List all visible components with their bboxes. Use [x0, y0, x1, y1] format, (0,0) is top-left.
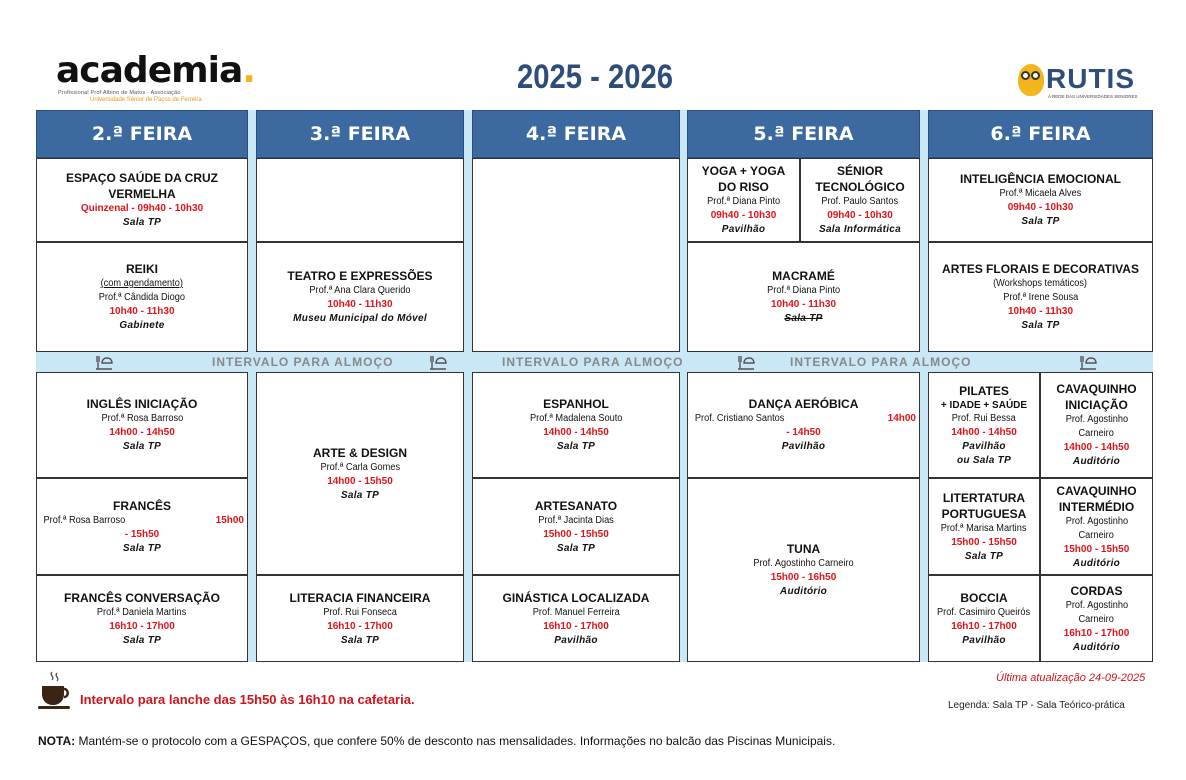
class-room: Sala TP	[1021, 216, 1060, 227]
class-cell	[928, 158, 1153, 242]
class-room: Sala TP	[340, 634, 380, 646]
class-teacher: Prof.ª Rosa Barroso	[101, 413, 183, 424]
class-title: DANÇA AERÓBICA	[748, 397, 859, 411]
page-title-year: 2025 - 2026	[516, 58, 674, 96]
class-cell	[1040, 478, 1153, 575]
empty-cell	[256, 158, 464, 242]
class-room: Sala TP	[784, 313, 823, 324]
class-cell	[687, 158, 800, 242]
class-time: 10h40 - 11h30	[770, 299, 837, 310]
class-cell	[928, 242, 1153, 352]
legend: Legenda: Sala TP - Sala Teórico-prática	[948, 700, 1125, 711]
class-time: 14h00 - 14h50	[951, 426, 1017, 438]
class-room: Pavilhão	[962, 634, 1006, 646]
lunch-icon	[736, 354, 756, 370]
academia-logo-word: academia.	[56, 50, 255, 91]
class-title: BOCCIA	[960, 590, 1008, 605]
class-teacher-line2: Carneiro	[1078, 428, 1115, 439]
footer-note	[38, 734, 835, 748]
class-time-end: - 15h50	[124, 528, 160, 540]
class-time: 15h00 - 15h50	[1063, 543, 1130, 555]
class-note: (com agendamento)	[100, 278, 184, 289]
class-room: Pavilhão	[721, 224, 766, 235]
class-title: FRANCÊS	[112, 498, 171, 513]
class-title-line2: INICIAÇÃO	[1065, 398, 1128, 412]
class-time-end: - 14h50	[786, 427, 821, 438]
class-title: INGLÊS INICIAÇÃO	[86, 397, 198, 411]
class-time: 16h10 - 17h00	[543, 620, 609, 632]
day-header-tuesday: 3.ª FEIRA	[256, 110, 464, 158]
class-cell	[800, 158, 920, 242]
class-teacher: Prof. Rui Bessa	[952, 412, 1016, 424]
class-cell	[928, 478, 1040, 575]
class-teacher: Prof. Agostinho	[1065, 599, 1128, 611]
class-teacher: Prof.ª Diana Pinto	[707, 196, 780, 207]
class-room: Pavilhão	[962, 440, 1006, 452]
class-cell	[36, 478, 248, 575]
class-time: 15h00 - 15h50	[951, 536, 1017, 548]
day-header-friday: 6.ª FEIRA	[928, 110, 1153, 158]
class-title: INTELIGÊNCIA EMOCIONAL	[960, 172, 1121, 186]
snack-break-note: Intervalo para lanche das 15h50 às 16h10 na cafetaria.	[80, 692, 415, 707]
class-room: Auditório	[1072, 641, 1121, 653]
class-time: 16h10 - 17h00	[327, 620, 393, 632]
class-time: 14h00 - 15h50	[327, 475, 393, 487]
class-cell	[928, 575, 1040, 662]
class-time: 09h40 - 10h30	[1007, 202, 1074, 213]
class-room: Sala TP	[1021, 320, 1060, 331]
lunch-icon	[428, 354, 448, 370]
class-title: CAVAQUINHO	[1056, 382, 1137, 396]
class-room: Pavilhão	[554, 634, 598, 646]
class-cell	[687, 478, 920, 662]
class-cell	[256, 242, 464, 352]
class-title-line2: INTERMÉDIO	[1058, 499, 1135, 514]
schedule-grid	[36, 110, 1153, 662]
class-title: SÉNIOR	[836, 164, 883, 178]
rutis-logo	[1016, 64, 1146, 102]
class-teacher-line2: Carneiro	[1078, 613, 1115, 625]
class-time: 09h40 - 10h30	[710, 210, 777, 221]
class-teacher: Prof.ª Rosa Barroso	[43, 514, 126, 526]
class-time: 15h00 - 15h50	[543, 528, 609, 540]
class-teacher: Prof. Agostinho	[1065, 515, 1128, 527]
class-teacher: Prof.ª Micaela Alves	[999, 188, 1082, 199]
class-teacher: Prof.ª Irene Sousa	[1002, 292, 1079, 303]
academia-logo	[56, 52, 256, 102]
class-room: Museu Municipal do Móvel	[293, 313, 427, 324]
class-title: LITERTATURA	[942, 490, 1026, 505]
academia-logo-line1: Profissional Prof Albino de Matos - Associação	[58, 90, 181, 96]
class-title: ARTESANATO	[534, 498, 618, 513]
class-cell	[36, 575, 248, 662]
class-teacher: Prof. Casimiro Queirós	[937, 606, 1031, 618]
class-title: TEATRO E EXPRESSÕES	[287, 269, 433, 283]
rutis-logo-tagline: A REDE DAS UNIVERSIDADES SENIORES	[1048, 94, 1138, 99]
class-title: LITERACIA FINANCEIRA	[289, 590, 431, 605]
class-cell	[687, 242, 920, 352]
class-room-alt: ou Sala TP	[956, 454, 1012, 466]
class-room: Auditório	[1072, 456, 1121, 467]
class-time: 10h40 - 11h30	[327, 299, 393, 310]
class-cell	[472, 478, 680, 575]
class-title-line2: PORTUGUESA	[941, 506, 1027, 521]
class-time: 14h00 - 14h50	[1063, 442, 1130, 453]
lunch-break-label: INTERVALO PARA ALMOÇO	[502, 355, 684, 369]
day-header-thursday: 5.ª FEIRA	[687, 110, 920, 158]
last-update: Última atualização 24-09-2025	[996, 672, 1146, 684]
class-teacher-row	[40, 514, 244, 528]
class-teacher: Prof.ª Diana Pinto	[767, 285, 840, 296]
class-time-start: 15h00	[215, 514, 244, 526]
class-cell	[928, 372, 1040, 478]
class-title: PILATES	[959, 383, 1009, 398]
class-room: Sala TP	[556, 441, 596, 452]
class-teacher: Prof. Agostinho Carneiro	[753, 558, 854, 569]
class-cell	[256, 575, 464, 662]
lunch-break-label: INTERVALO PARA ALMOÇO	[790, 355, 972, 369]
class-time: 16h10 - 17h00	[1063, 627, 1130, 639]
class-teacher: Prof.ª Jacinta Dias	[538, 514, 614, 526]
class-teacher: Prof. Manuel Ferreira	[532, 606, 620, 618]
class-cell	[1040, 575, 1153, 662]
note-text: Mantém-se o protocolo com a GESPAÇOS, que confere 50% de desconto nas mensalidades. Informações no balcão das Piscinas Municipais.	[75, 734, 836, 748]
class-teacher: Prof. Agostinho	[1065, 414, 1128, 425]
class-room: Auditório	[1072, 557, 1121, 569]
class-room: Sala TP	[122, 217, 162, 228]
class-room: Sala TP	[122, 441, 162, 452]
class-room: Sala Informática	[818, 224, 902, 235]
rutis-logo-word: RUTIS	[1046, 63, 1135, 94]
class-title: ARTE & DESIGN	[312, 445, 407, 460]
class-time-start: 14h00	[887, 413, 916, 424]
class-time: 16h10 - 17h00	[109, 620, 175, 632]
class-cell	[472, 575, 680, 662]
class-cell	[256, 372, 464, 575]
class-room: Sala TP	[556, 542, 596, 554]
class-title: CAVAQUINHO	[1056, 483, 1137, 498]
class-room: Sala TP	[122, 542, 162, 554]
class-cell	[36, 372, 248, 478]
class-teacher: Prof.ª Carla Gomes	[320, 461, 400, 473]
day-header-wednesday: 4.ª FEIRA	[472, 110, 680, 158]
class-title: ARTES FLORAIS E DECORATIVAS	[942, 262, 1139, 276]
class-title-line2: DO RISO	[718, 180, 769, 194]
class-time: 14h00 - 14h50	[109, 427, 175, 438]
class-teacher: Prof.ª Cândida Diogo	[98, 292, 186, 303]
class-title: GINÁSTICA LOCALIZADA	[502, 590, 650, 605]
note-label: NOTA:	[38, 734, 76, 748]
class-cell	[36, 158, 248, 242]
class-time: 09h40 - 10h30	[827, 210, 893, 221]
class-teacher: Prof.ª Madalena Souto	[529, 413, 623, 424]
class-time: 10h40 - 11h30	[109, 306, 175, 317]
owl-icon	[1018, 64, 1044, 96]
class-teacher: Prof. Paulo Santos	[821, 196, 899, 207]
class-cell	[1040, 372, 1153, 478]
class-room: Auditório	[779, 586, 828, 597]
class-room: Sala TP	[340, 489, 380, 501]
class-room: Pavilhão	[781, 441, 826, 452]
class-title: TUNA	[786, 542, 821, 556]
class-room: Sala TP	[964, 550, 1004, 562]
coffee-cup-icon	[38, 670, 72, 710]
class-title: REIKI	[125, 262, 158, 276]
day-header-monday: 2.ª FEIRA	[36, 110, 248, 158]
class-cell	[687, 372, 920, 478]
class-title: CORDAS	[1070, 583, 1123, 598]
class-title-line2: TECNOLÓGICO	[815, 180, 905, 194]
class-time: 16h10 - 17h00	[951, 620, 1017, 632]
lunch-break-label: INTERVALO PARA ALMOÇO	[212, 355, 394, 369]
class-title: MACRAMÉ	[772, 269, 835, 283]
class-teacher: Prof. Cristiano Santos	[694, 413, 785, 424]
class-cell	[472, 372, 680, 478]
class-title-line2: + IDADE + SAÚDE	[940, 399, 1028, 411]
lunch-icon	[94, 354, 114, 370]
class-cell	[36, 242, 248, 352]
class-teacher: Prof.ª Marisa Martins	[941, 522, 1027, 534]
class-time: 14h00 - 14h50	[543, 427, 609, 438]
class-teacher-row	[691, 412, 916, 426]
class-title: ESPAÇO SAÚDE DA CRUZ VERMELHA	[65, 171, 218, 201]
class-time: 15h00 - 16h50	[770, 572, 837, 583]
class-room: Gabinete	[119, 320, 165, 331]
class-teacher: Prof.ª Ana Clara Querido	[309, 285, 411, 296]
class-teacher: Prof.ª Daniela Martins	[97, 606, 187, 618]
empty-cell	[472, 158, 680, 352]
class-time: Quinzenal - 09h40 - 10h30	[80, 203, 204, 214]
lunch-icon	[1078, 354, 1098, 370]
academia-logo-line2: Universidade Sénior de Paços de Ferreira	[90, 97, 202, 103]
class-teacher-line2: Carneiro	[1078, 529, 1115, 541]
class-title: YOGA + YOGA	[701, 164, 786, 178]
class-note: (Workshops temáticos)	[993, 278, 1088, 289]
class-teacher: Prof. Rui Fonseca	[323, 606, 397, 618]
class-title: FRANCÊS CONVERSAÇÃO	[63, 590, 220, 605]
class-room: Sala TP	[122, 634, 162, 646]
class-title: ESPANHOL	[543, 397, 609, 411]
class-time: 10h40 - 11h30	[1007, 306, 1074, 317]
